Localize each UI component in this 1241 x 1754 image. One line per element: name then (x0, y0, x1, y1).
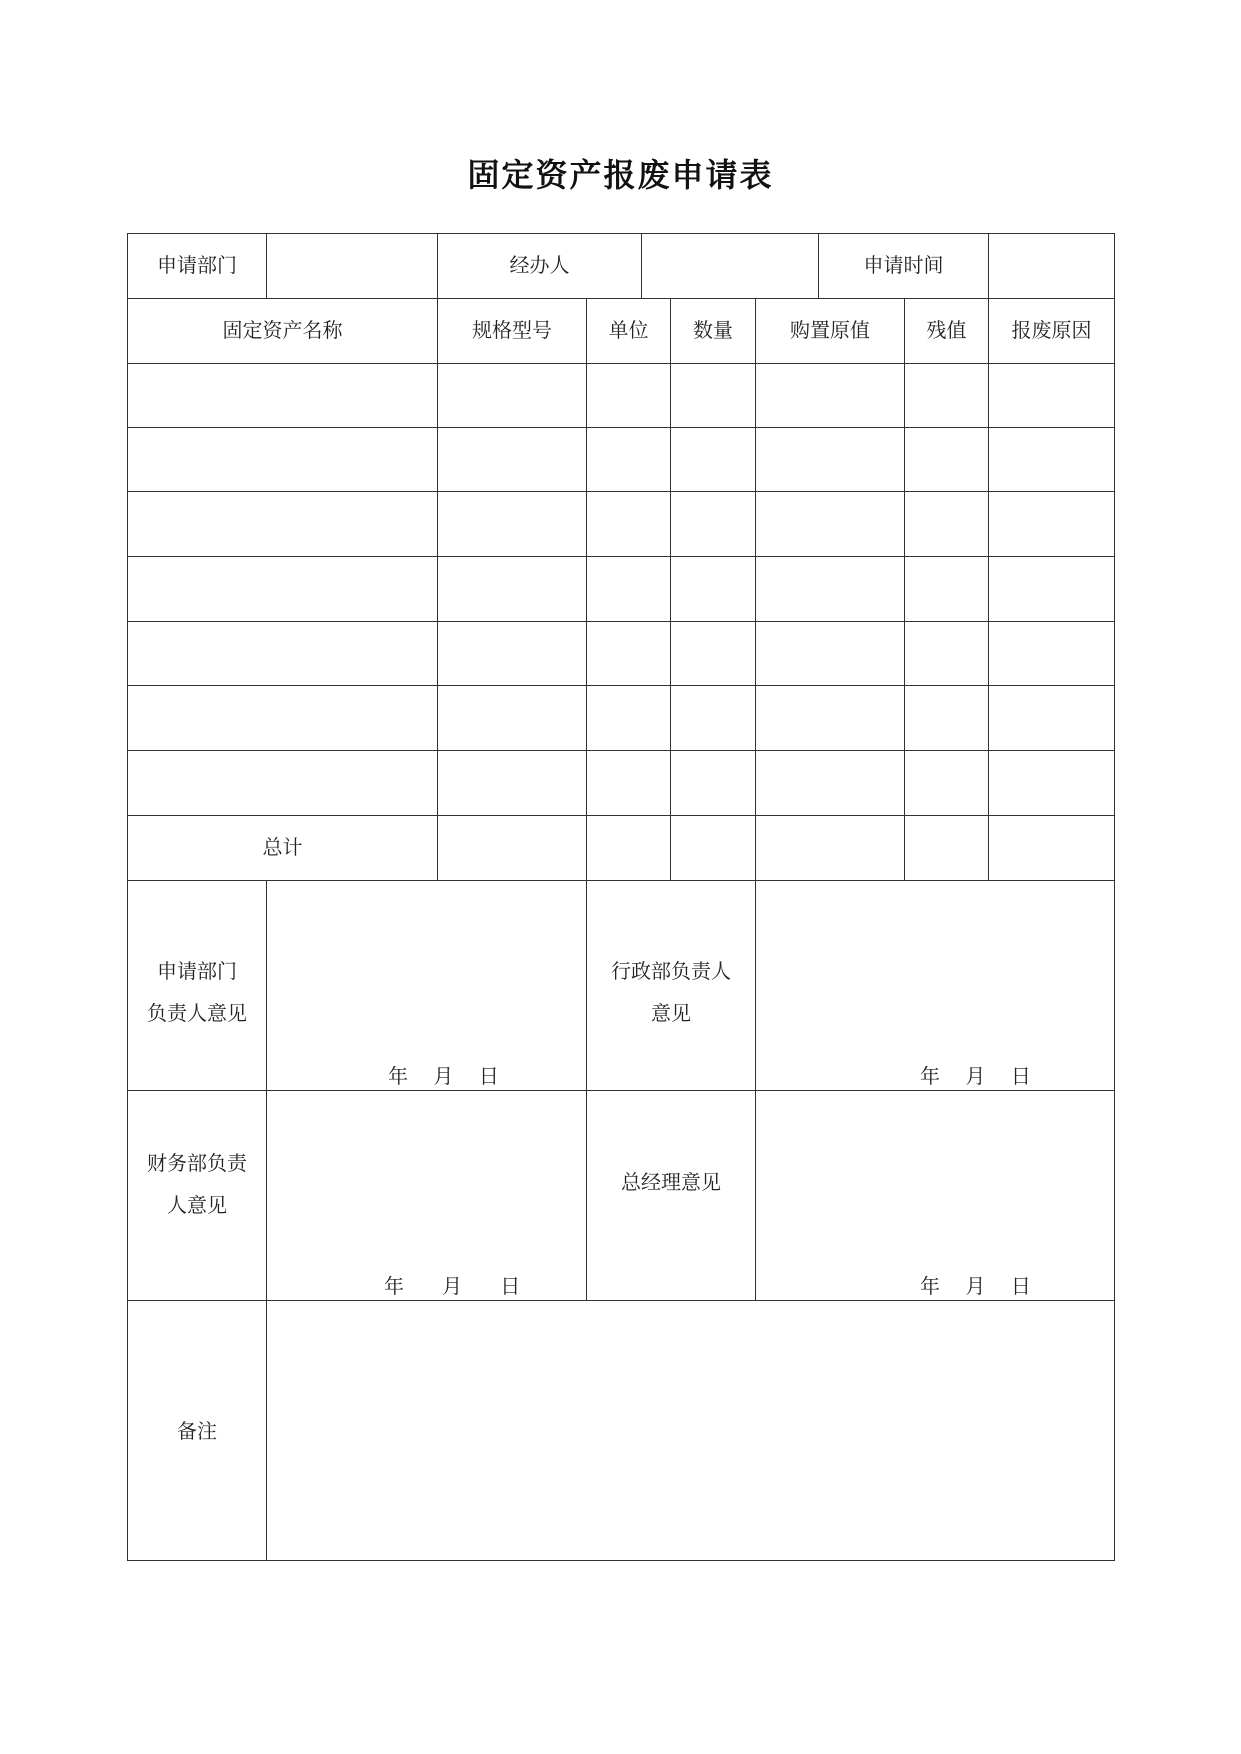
dept-head-label-line1: 申请部门 (157, 959, 237, 983)
admin-head-label-line1: 行政部负责人 (611, 959, 731, 983)
handler-field[interactable] (642, 234, 818, 298)
header-purchase-value: 购置原值 (790, 318, 870, 342)
row-divider (127, 815, 1115, 816)
dept-head-label-line2: 负责人意见 (147, 1001, 247, 1025)
gm-opinion-label: 总经理意见 (621, 1170, 721, 1194)
table-border-right (1114, 233, 1115, 1561)
asset-row[interactable] (128, 428, 1114, 491)
finance-head-date: 年 月 日 (384, 1274, 521, 1298)
total-label: 总计 (262, 835, 303, 859)
asset-row[interactable] (128, 751, 1114, 815)
table-border-bottom (127, 1560, 1115, 1561)
handler-label: 经办人 (509, 253, 570, 277)
asset-row[interactable] (128, 364, 1114, 427)
apply-time-field[interactable] (989, 234, 1114, 298)
dept-head-date: 年 月 日 (388, 1064, 499, 1088)
admin-head-label-line2: 意见 (651, 1001, 691, 1025)
asset-row[interactable] (128, 492, 1114, 556)
asset-row[interactable] (128, 557, 1114, 621)
finance-head-opinion-field[interactable] (267, 1091, 586, 1300)
admin-head-opinion-field[interactable] (756, 881, 1114, 1090)
finance-head-label-line1: 财务部负责 (147, 1151, 247, 1175)
header-scrap-reason: 报废原因 (1011, 318, 1092, 342)
page-title: 固定资产报废申请表 (467, 156, 774, 194)
header-asset-name: 固定资产名称 (222, 318, 343, 342)
remarks-field[interactable] (267, 1301, 1114, 1560)
dept-head-opinion-field[interactable] (267, 881, 586, 1090)
header-residual-value: 残值 (926, 318, 967, 342)
finance-head-label-line2: 人意见 (167, 1193, 227, 1217)
header-model: 规格型号 (472, 318, 552, 342)
row-divider (127, 298, 1115, 299)
asset-row[interactable] (128, 686, 1114, 750)
remarks-label: 备注 (177, 1419, 217, 1443)
apply-time-label: 申请时间 (863, 253, 944, 277)
gm-date: 年 月 日 (920, 1274, 1031, 1298)
dept-field[interactable] (267, 234, 437, 298)
gm-opinion-field[interactable] (756, 1091, 1114, 1300)
header-unit: 单位 (608, 318, 649, 342)
dept-label: 申请部门 (157, 253, 237, 277)
header-quantity: 数量 (693, 318, 733, 342)
admin-head-date: 年 月 日 (920, 1064, 1031, 1088)
asset-row[interactable] (128, 622, 1114, 685)
col-divider (586, 880, 587, 1300)
